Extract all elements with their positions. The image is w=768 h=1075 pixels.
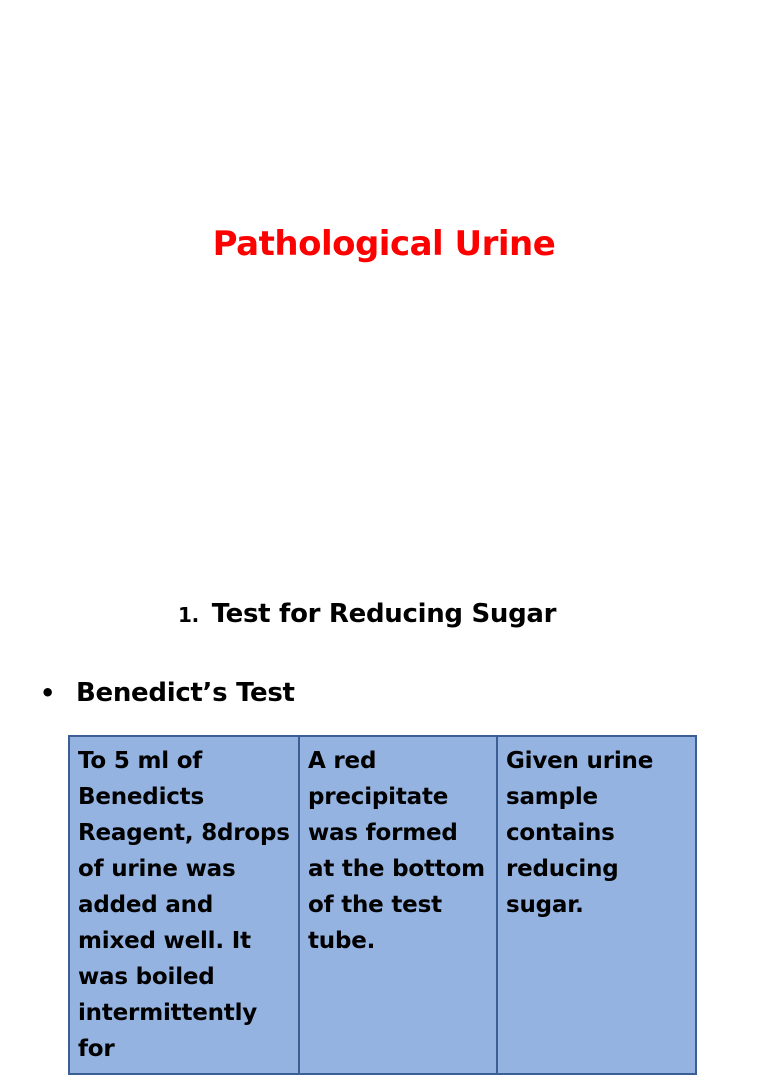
- page-title: Pathological Urine: [212, 224, 556, 264]
- bullet-text: Benedict’s Test: [76, 678, 295, 708]
- bullet-item: [40, 673, 295, 713]
- table-row: [69, 736, 696, 1074]
- table-cell-observation: A red precipitate was formed at the bottom of the test tube.: [299, 736, 497, 1074]
- table-cell-procedure: To 5 ml of Benedicts Reagent, 8drops of urine was added and mixed well. It was boiled intermittently for: [69, 736, 299, 1074]
- section-heading: [178, 594, 556, 635]
- procedure-table: [68, 735, 697, 1075]
- section-heading-text: Test for Reducing Sugar: [211, 599, 557, 629]
- table-cell-inference: Given urine sample contains reducing sugar.: [497, 736, 696, 1074]
- section-number: 1.: [178, 603, 199, 627]
- procedure-table-container: [68, 735, 694, 1062]
- bullet-icon: •: [40, 679, 56, 707]
